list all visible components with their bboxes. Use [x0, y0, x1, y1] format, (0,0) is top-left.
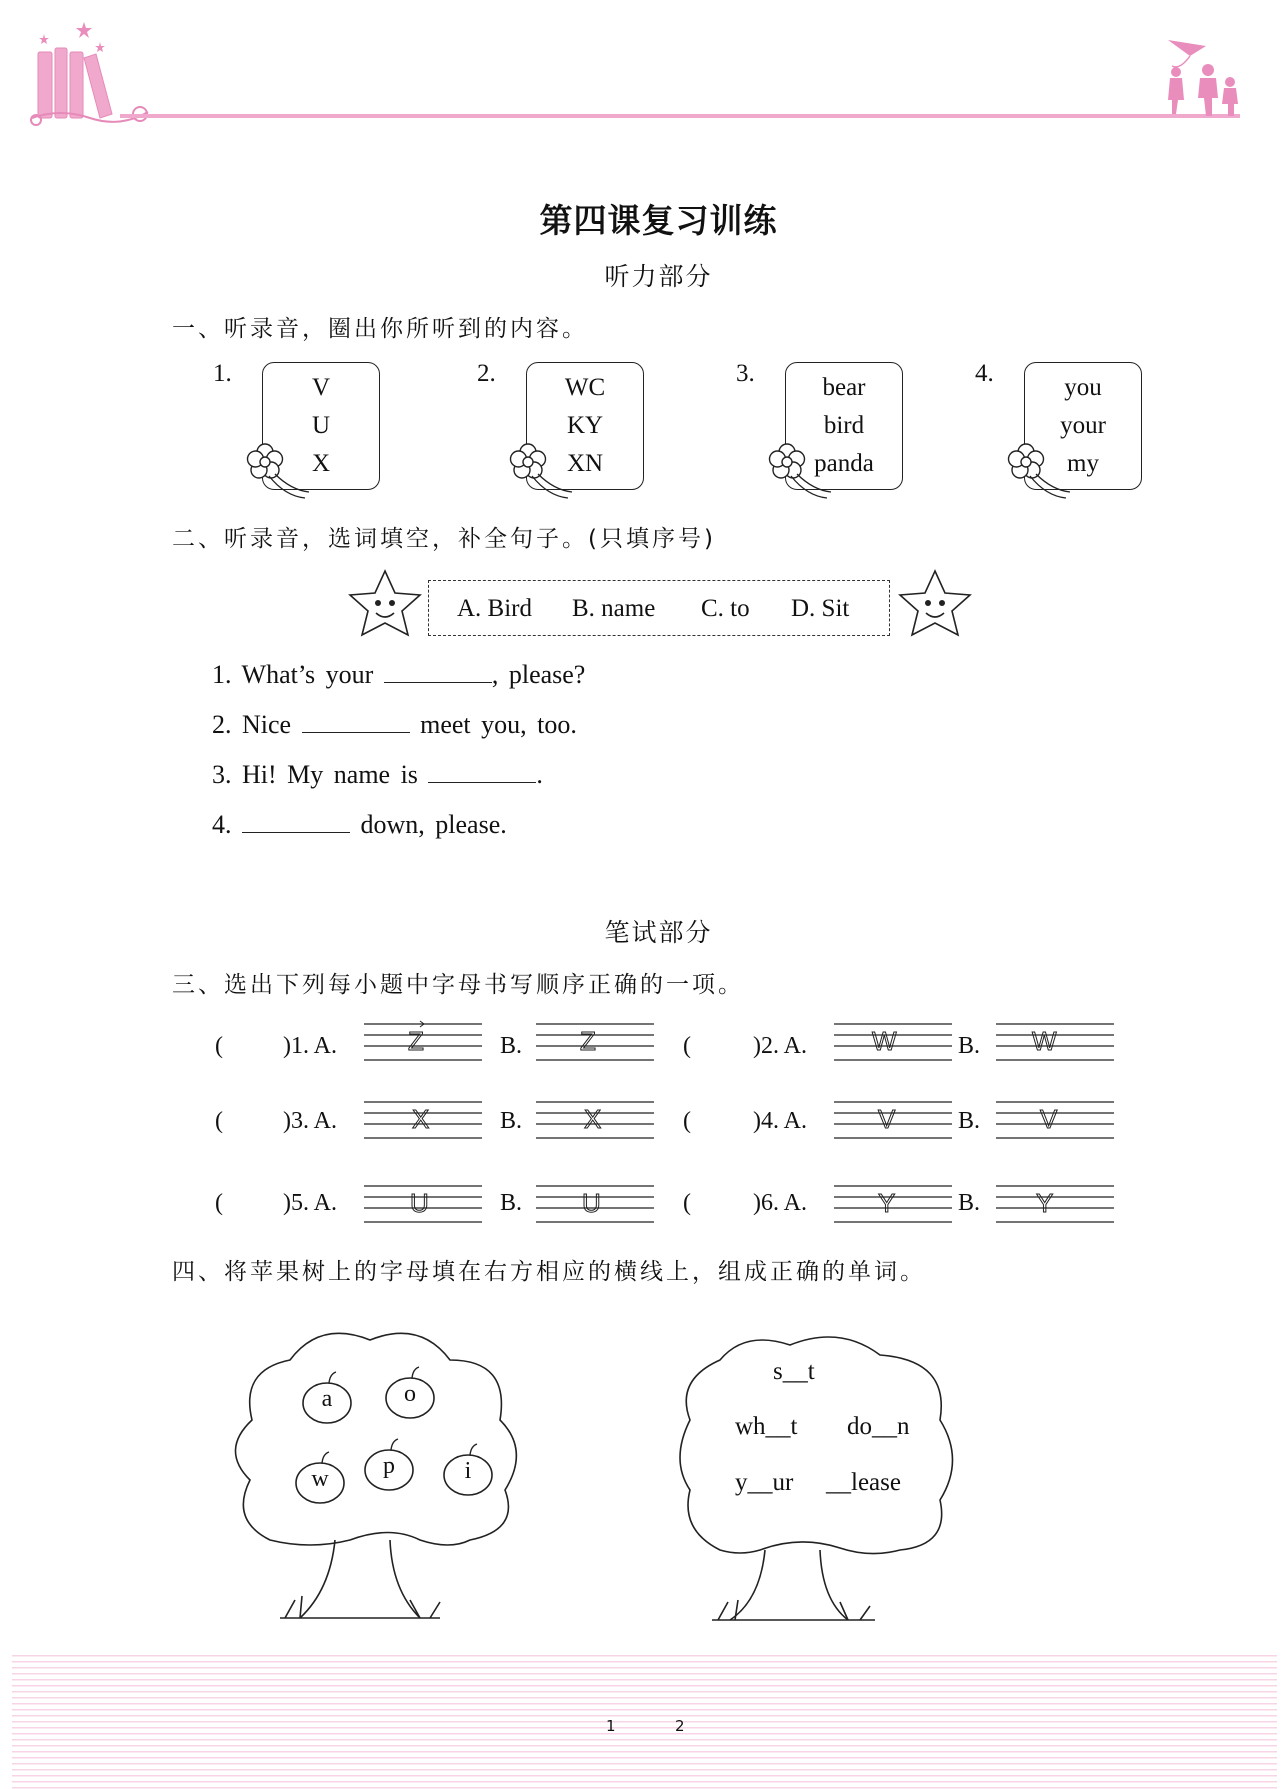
group-number: 2.: [477, 360, 496, 387]
choice-word[interactable]: my: [1067, 450, 1099, 477]
letter-u: U: [582, 1188, 601, 1218]
writing-grid-2a[interactable]: [834, 1024, 952, 1060]
group-number: 3.: [736, 360, 755, 387]
item-label: )3. A.: [283, 1108, 337, 1134]
letter-v: V: [878, 1104, 896, 1134]
family-kite-icon: [1168, 40, 1238, 116]
option-b: B. name: [572, 595, 656, 622]
choice-word[interactable]: your: [1060, 412, 1106, 439]
word-options-box: [428, 580, 890, 636]
option-b-label: B.: [500, 1033, 523, 1059]
fill-word[interactable]: y__ur: [735, 1469, 794, 1496]
apple-letter: p: [383, 1453, 395, 1479]
page-number-left: 1: [606, 1717, 616, 1735]
sentence-2: 2. Nice meet you, too.: [212, 710, 577, 739]
group-number: 1.: [213, 360, 232, 387]
right-tree-illustration: [680, 1337, 953, 1620]
letter-y: Y: [1036, 1188, 1054, 1218]
option-a: A. Bird: [457, 595, 532, 622]
choice-word[interactable]: X: [311, 450, 331, 477]
footer-band: [12, 1655, 1277, 1789]
writing-grid-3a[interactable]: [364, 1102, 482, 1138]
letter-z: Z: [580, 1026, 596, 1056]
option-b-label: B.: [958, 1190, 981, 1216]
choice-word[interactable]: V: [311, 374, 331, 401]
letter-v: V: [1040, 1104, 1058, 1134]
fill-word[interactable]: s__t: [773, 1358, 815, 1385]
fill-word[interactable]: do__n: [847, 1413, 910, 1440]
answer-blank[interactable]: [428, 762, 536, 783]
section3-instruction: 三、选出下列每小题中字母书写顺序正确的一项。: [172, 972, 744, 998]
letter-z: Z: [408, 1026, 424, 1056]
writing-grid-5b[interactable]: [536, 1186, 654, 1222]
stars-icon: [39, 22, 105, 52]
item-label: )2. A.: [753, 1033, 807, 1059]
sentence-1: 1. What’s your , please?: [212, 660, 586, 689]
option-b-label: B.: [958, 1108, 981, 1134]
answer-blank[interactable]: [302, 712, 410, 733]
letter-x: X: [412, 1104, 430, 1134]
choice-word[interactable]: U: [311, 412, 331, 439]
apple-letter: w: [311, 1466, 329, 1492]
listening-heading: 听力部分: [604, 262, 713, 291]
fill-word[interactable]: wh__t: [735, 1413, 798, 1440]
apple-trees: [0, 1300, 1287, 1630]
section1-instruction: 一、听录音，圈出你所听到的内容。: [172, 316, 588, 342]
header-decoration: [0, 0, 1287, 140]
choice-word[interactable]: XN: [566, 450, 604, 477]
flower-icon: [248, 444, 310, 498]
star-character-left-icon: [340, 565, 430, 645]
flower-icon: [770, 444, 832, 498]
option-b-label: B.: [958, 1033, 981, 1059]
sentence-4: 4. down, please.: [212, 810, 507, 839]
option-c: C. to: [701, 595, 750, 622]
choice-word[interactable]: bear: [822, 374, 866, 401]
writing-heading: 笔试部分: [604, 918, 713, 947]
letter-x: X: [584, 1104, 602, 1134]
star-character-right-icon: [890, 565, 980, 645]
writing-grid-1b[interactable]: [536, 1024, 654, 1060]
fill-word[interactable]: __lease: [826, 1469, 901, 1496]
books-logo-icon: [38, 48, 112, 118]
letter-w: W: [872, 1026, 897, 1056]
choice-word[interactable]: you: [1064, 374, 1102, 401]
answer-blank[interactable]: [384, 662, 492, 683]
flower-icon: [1009, 444, 1071, 498]
option-b-label: B.: [500, 1108, 523, 1134]
choice-word[interactable]: bird: [823, 412, 865, 439]
apple-letter: a: [321, 1386, 333, 1412]
writing-grid-4a[interactable]: [834, 1102, 952, 1138]
writing-grid-2b[interactable]: [996, 1024, 1114, 1060]
section2-instruction: 二、听录音，选词填空，补全句子。(只填序号): [172, 526, 716, 552]
handwriting-grids: [0, 1010, 1287, 1240]
page-title: 第四课复习训练: [539, 201, 778, 240]
item-label: )5. A.: [283, 1190, 337, 1216]
choice-word[interactable]: WC: [564, 374, 606, 401]
writing-grid-3b[interactable]: [536, 1102, 654, 1138]
letter-y: Y: [878, 1188, 896, 1218]
option-d: D. Sit: [791, 595, 850, 622]
section4-instruction: 四、将苹果树上的字母填在右方相应的横线上，组成正确的单词。: [172, 1259, 926, 1285]
writing-grid-4b[interactable]: [996, 1102, 1114, 1138]
writing-grid-5a[interactable]: [364, 1186, 482, 1222]
item-label: )6. A.: [753, 1190, 807, 1216]
writing-grid-6a[interactable]: [834, 1186, 952, 1222]
writing-grid-6b[interactable]: [996, 1186, 1114, 1222]
item-label: )1. A.: [283, 1033, 337, 1059]
writing-grid-1a[interactable]: [364, 1021, 482, 1060]
letter-w: W: [1032, 1026, 1057, 1056]
flower-icon: [511, 444, 573, 498]
option-b-label: B.: [500, 1190, 523, 1216]
sentence-3: 3. Hi! My name is .: [212, 760, 543, 789]
item-label: )4. A.: [753, 1108, 807, 1134]
letter-u: U: [410, 1188, 429, 1218]
group-number: 4.: [975, 360, 994, 387]
flower-decorations: [0, 420, 1287, 500]
answer-blank[interactable]: [242, 812, 350, 833]
choice-word[interactable]: panda: [814, 450, 874, 477]
apple-letter: i: [464, 1458, 472, 1484]
apple-letter: o: [404, 1381, 416, 1407]
choice-word[interactable]: KY: [566, 412, 604, 439]
page-number-right: 2: [675, 1717, 685, 1735]
